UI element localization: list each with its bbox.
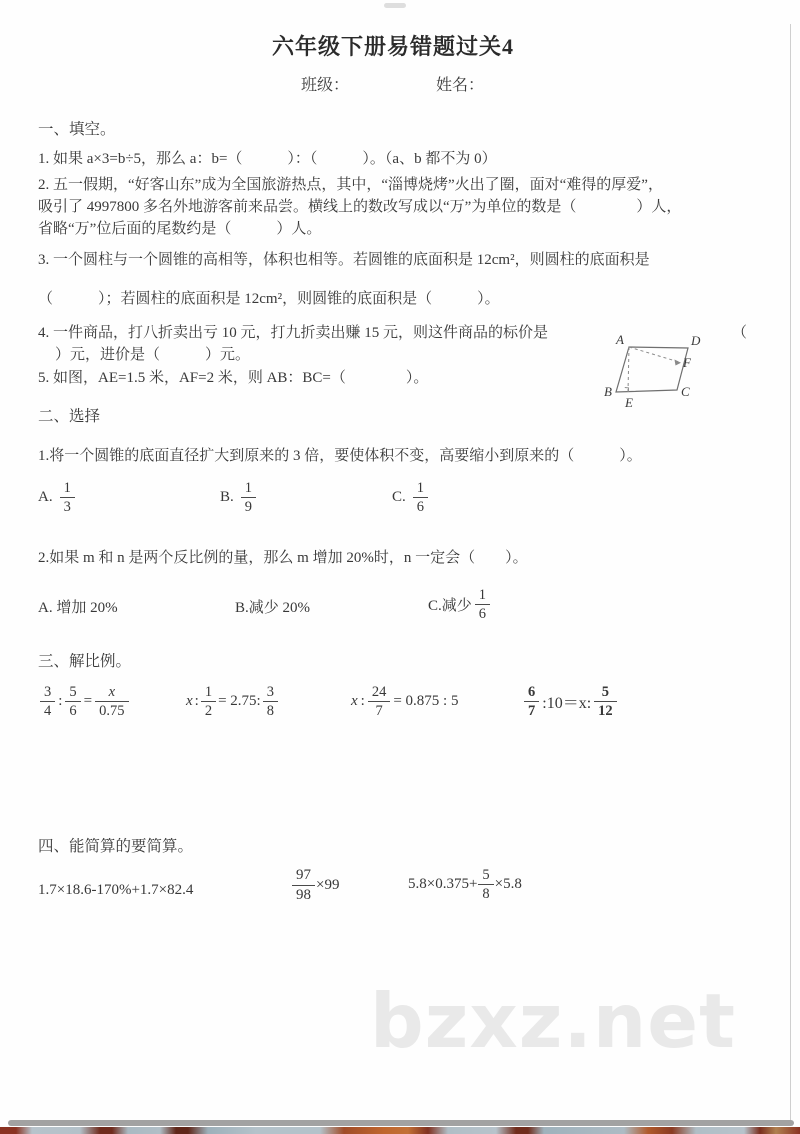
choice-q2-option-c (428, 586, 490, 623)
fraction: $\frac{x}{0.75}$ (95, 683, 128, 720)
choice-q1-option-a (38, 479, 75, 516)
fraction: $\frac{3}{4}$ (40, 683, 55, 720)
equation-tail: = 0.875 : 5 (393, 693, 459, 710)
section-heading-fill: 一、填空。 (38, 121, 116, 138)
option-label: A. (38, 489, 53, 506)
fill-q2-line2: 吸引了 4997800 多名外地游客前来品尝。横线上的数改写成以“万”为单位的数是（ ）人， (38, 199, 682, 215)
fill-q3-line2: （ ）；若圆柱的底面积是 12cm²，则圆锥的底面积是（ ）。 (38, 291, 500, 307)
fill-q4-open-paren: （ (732, 325, 748, 341)
simplify-expr2 (292, 866, 339, 905)
fraction: $\frac{5}{8}$ (478, 866, 493, 903)
proportion-eq3 (351, 683, 458, 720)
horizontal-scrollbar[interactable] (8, 1120, 794, 1126)
colon: : (58, 693, 63, 710)
vertex-label-f: F (683, 355, 691, 370)
choice-q2: 2.如果 m 和 n 是两个反比例的量，那么 m 增加 20%时，n 一定会（ ）。 (38, 550, 528, 566)
fill-q5: 5. 如图，AE=1.5 米，AF=2 米，则 AB：BC=（ ）。 (38, 370, 429, 386)
fill-q2-line1: 2. 五一假期，“好客山东”成为全国旅游热点，其中，“淄博烧烤”火出了圈，面对“难得的厚爱”， (38, 177, 663, 193)
proportion-eq1 (40, 683, 129, 720)
fraction: $\frac{1}{6}$ (413, 479, 428, 516)
variable-x: x (186, 693, 193, 710)
fraction: $\frac{6}{7}$ (524, 683, 539, 720)
equation-middle: = 2.75: (218, 693, 261, 710)
vertex-label-e: E (625, 395, 633, 410)
choice-q1: 1.将一个圆锥的底面直径扩大到原来的 3 倍，要使体积不变，高要缩小到原来的（ ）。 (38, 448, 642, 464)
expression-tail: ×99 (316, 876, 340, 893)
height-af-dashed-line (629, 347, 679, 362)
simplify-expr1: 1.7×18.6-170%+1.7×82.4 (38, 882, 194, 898)
scan-smudge (384, 3, 406, 8)
fraction: $\frac{1}{2}$ (201, 683, 216, 720)
vertex-label-c: C (681, 384, 690, 399)
fill-q3-line1: 3. 一个圆柱与一个圆锥的高相等，体积也相等。若圆锥的底面积是 12cm²，则圆柱的底面积是 (38, 252, 650, 268)
vertex-label-b: B (604, 384, 612, 399)
expression-tail: ×5.8 (494, 876, 522, 893)
parallelogram-outline (616, 347, 688, 392)
equals-sign: = (83, 693, 93, 710)
section-heading-simplify: 四、能简算的要简算。 (38, 838, 194, 855)
site-watermark: bzxz.net (370, 977, 736, 1065)
fraction: $\frac{5}{12}$ (594, 683, 617, 720)
equation-middle: :10＝x: (542, 695, 592, 713)
section-heading-proportion: 三、解比例。 (38, 653, 132, 670)
fill-q4-line1: 4. 一件商品，打八折卖出亏 10 元，打九折卖出赚 15 元，则这件商品的标价是 (38, 325, 549, 341)
fill-q4-line2: ）元，进价是（ ）元。 (55, 347, 251, 363)
vertex-label-d: D (691, 333, 701, 348)
vertex-label-a: A (616, 332, 624, 347)
proportion-eq2 (186, 683, 278, 720)
parallelogram-figure (593, 328, 733, 412)
option-label: C. (392, 489, 406, 506)
height-ae-dashed-line (628, 347, 629, 392)
fraction: $\frac{3}{8}$ (263, 683, 278, 720)
class-label: 班级： (301, 77, 350, 94)
fraction: $\frac{1}{3}$ (60, 479, 75, 516)
fill-q1: 1. 如果 a×3=b÷5，那么 a：b=（ ）：（ ）。（a、b 都不为 0） (38, 151, 497, 167)
expression-head: 5.8×0.375+ (408, 876, 478, 893)
fraction: $\frac{24}{7}$ (368, 683, 391, 720)
colon: : (360, 693, 365, 710)
fraction: $\frac{1}{9}$ (241, 479, 256, 516)
fill-q2-line3: 省略“万”位后面的尾数约是（ ）人。 (38, 221, 322, 237)
option-label: C.减少 (428, 598, 472, 615)
choice-q2-option-b: B.减少 20% (235, 600, 311, 616)
fraction: $\frac{5}{6}$ (65, 683, 80, 720)
arrowhead-at-f (675, 360, 682, 366)
proportion-eq4 (524, 683, 617, 720)
choice-q1-option-b (220, 479, 256, 516)
simplify-expr3 (408, 866, 522, 903)
choice-q2-option-a: A. 增加 20% (38, 600, 118, 616)
background-photo-strip (0, 1127, 800, 1134)
section-heading-choice: 二、选择 (38, 408, 101, 425)
fraction: $\frac{97}{98}$ (292, 866, 315, 905)
option-label: B. (220, 489, 234, 506)
name-label: 姓名： (436, 77, 485, 94)
choice-q1-option-c (392, 479, 428, 516)
colon: : (194, 693, 199, 710)
variable-x: x (351, 693, 358, 710)
page-title: 六年级下册易错题过关4 (271, 34, 514, 59)
fraction: $\frac{1}{6}$ (475, 586, 490, 623)
page-right-edge (790, 24, 791, 1120)
